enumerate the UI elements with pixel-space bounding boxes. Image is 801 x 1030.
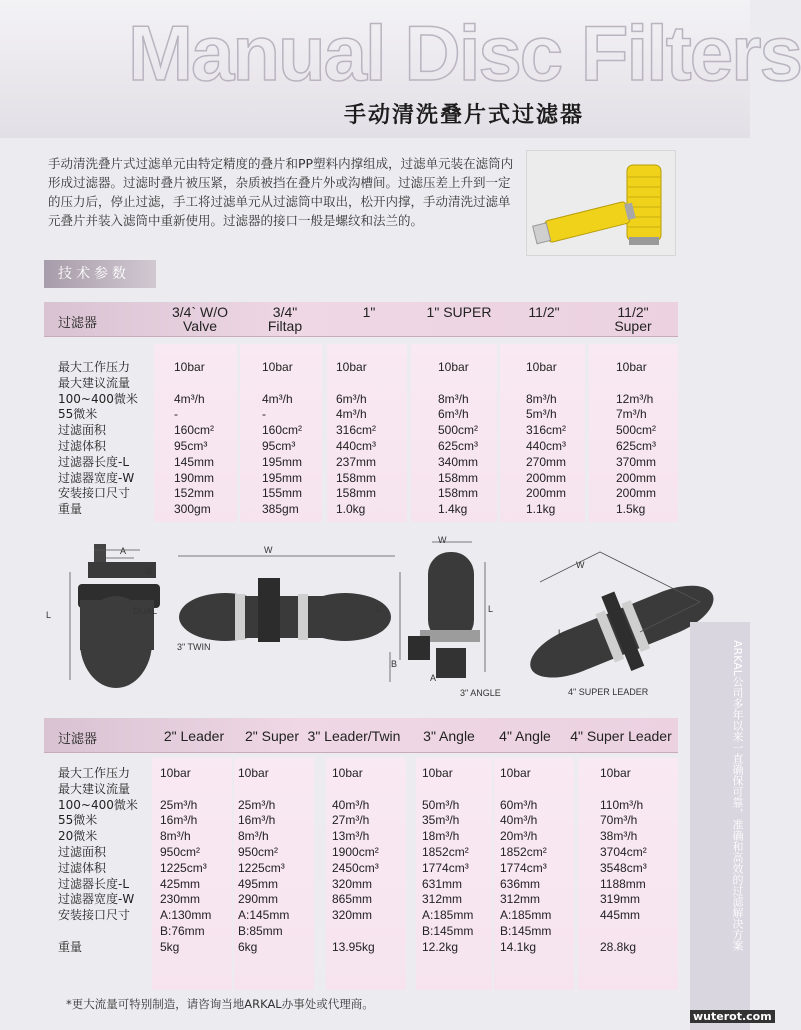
row-label: 过滤体积 — [58, 860, 107, 875]
table-cell: 10bar — [160, 766, 191, 780]
row-label: 最大工作压力 — [58, 766, 131, 780]
table-cell: 20m³/h — [500, 829, 538, 844]
dimension-l: L — [488, 604, 494, 614]
table-cell: 290mm — [238, 892, 279, 907]
table-body — [44, 758, 678, 990]
table-cell: 445mm — [600, 908, 641, 923]
table-cell: 158mm — [336, 470, 377, 485]
table-cell: 38m³/h — [600, 829, 638, 844]
table-cell: 950cm² — [238, 844, 279, 859]
row-label: 过滤面积 — [58, 423, 107, 438]
column-header-sub: Super — [614, 318, 652, 334]
column-header: 3" Angle — [423, 728, 475, 744]
row-header-label: 过滤器 — [58, 316, 98, 331]
table-cell: 10bar — [616, 360, 647, 374]
table-cell: 950cm² — [160, 844, 201, 859]
table-cell: 1188mm — [600, 876, 646, 891]
table-cell: 500cm² — [616, 423, 657, 438]
row-label: 重量 — [58, 939, 83, 954]
table-cell: 152mm — [174, 486, 215, 501]
row-label: 55微米 — [58, 407, 98, 422]
data-column — [422, 766, 473, 956]
column-header: 2" Leader — [163, 728, 225, 744]
table-cell: 636mm — [500, 876, 541, 891]
intro-paragraph: 手动清洗叠片式过滤单元由特定精度的叠片和PP塑料内撑组成，过滤单元装在滤筒内形成过滤器。过滤时叠片被压紧，杂质被挡在叠片外或沟槽间。过滤压差上升到一定的压力后，停止过滤，手工将过滤单元从过滤筒中取出，松开内撑，手动清洗过滤单元叠片并装入滤筒中重新使用。过滤器的接口一般是螺纹和法兰的。 — [48, 156, 514, 228]
table-cell: 8m³/h — [438, 391, 469, 406]
table-cell — [616, 376, 656, 392]
table-cell: 195mm — [262, 470, 303, 485]
table-cell: 1774cm³ — [500, 860, 547, 875]
table-cell: 14.1kg — [500, 939, 537, 954]
table-cell: A:185mm — [422, 908, 474, 923]
table-cell: 340mm — [438, 454, 479, 469]
footnote: *更大流量可特别制造，请咨询当地ARKAL办事处或代理商。 — [66, 997, 374, 1011]
table-cell: 4m³/h — [336, 407, 367, 422]
table-cell: - — [262, 407, 266, 422]
table-cell: 158mm — [438, 470, 479, 485]
table-cell: 865mm — [332, 892, 373, 907]
table-cell: 495mm — [238, 876, 279, 891]
column-header: 4" Super Leader — [570, 728, 672, 744]
table-cell: 200mm — [526, 470, 567, 485]
row-label: 最大建议流量 — [58, 781, 131, 796]
table-body — [44, 344, 678, 522]
dimension-a: A — [120, 546, 127, 556]
table-cell: 6m³/h — [336, 391, 367, 406]
row-label: 最大工作压力 — [58, 360, 131, 374]
table-cell — [600, 924, 647, 940]
table-cell: 110m³/h — [600, 797, 644, 812]
table-cell: 312mm — [422, 892, 463, 907]
table-cell: B:145mm — [500, 923, 552, 938]
table-cell: 200mm — [616, 486, 657, 501]
data-column — [500, 766, 551, 956]
table-cell: 50m³/h — [422, 797, 460, 812]
table-cell: 10bar — [336, 360, 367, 374]
row-label: 过滤面积 — [58, 844, 107, 859]
angle-filter-drawing — [390, 542, 485, 682]
dimension-b: B — [391, 659, 398, 669]
table-cell: 10bar — [332, 766, 363, 780]
row-label: 重量 — [58, 502, 83, 517]
column-header: 3/4" — [272, 304, 298, 320]
table-cell: 60m³/h — [500, 797, 538, 812]
table-cell: 160cm² — [262, 423, 303, 438]
row-label: 过滤器宽度-W — [58, 892, 135, 907]
table-cell: 95cm³ — [262, 438, 296, 453]
table-cell: A:145mm — [238, 908, 290, 923]
row-label: 100~400微米 — [58, 797, 138, 812]
column-header: 11/2" — [617, 304, 649, 320]
table-cell — [238, 782, 289, 798]
spec-table-1 — [44, 302, 678, 522]
data-column — [336, 360, 376, 518]
data-column — [438, 360, 478, 518]
table-cell: 320mm — [332, 876, 373, 891]
table-cell: 13m³/h — [332, 829, 370, 844]
table-cell — [332, 924, 379, 940]
table-cell: 12.2kg — [422, 939, 459, 954]
row-label: 安装接口尺寸 — [58, 908, 131, 923]
row-label: 过滤器长度-L — [58, 876, 130, 891]
row-label: 55微米 — [58, 813, 98, 828]
table-cell: 6m³/h — [438, 407, 469, 422]
watermark: wuterot.com — [690, 1010, 775, 1023]
table-cell: 230mm — [160, 892, 201, 907]
table-cell: 5m³/h — [526, 407, 557, 422]
data-column — [616, 360, 656, 518]
column-header: 2" Super — [244, 728, 299, 744]
column-header: 4" Angle — [499, 728, 551, 744]
table-cell: 319mm — [600, 892, 641, 907]
page-title-english: Manual Disc Filters — [128, 9, 801, 97]
table-cell: 200mm — [616, 470, 657, 485]
label-super-leader: 4" SUPER LEADER — [568, 687, 649, 697]
table-cell: 500cm² — [438, 423, 479, 438]
table-cell: 12m³/h — [616, 391, 654, 406]
table-cell: 8m³/h — [526, 391, 557, 406]
table-cell: 10bar — [238, 766, 269, 780]
row-labels — [58, 766, 138, 956]
table-cell: 35m³/h — [422, 813, 460, 828]
table-cell: 316cm² — [526, 423, 567, 438]
twin-filter-drawing — [178, 556, 400, 660]
table-cell: 16m³/h — [160, 813, 198, 828]
table-cell — [500, 782, 551, 798]
table-cell: 40m³/h — [332, 797, 370, 812]
label-twin: 3" TWIN — [177, 642, 211, 652]
filter-diagrams — [40, 532, 700, 707]
table-cell: 200mm — [526, 486, 567, 501]
table-cell: A:185mm — [500, 908, 552, 923]
table-cell — [600, 782, 647, 798]
table-cell: 10bar — [526, 360, 557, 374]
data-column — [238, 766, 289, 956]
table-cell: 155mm — [262, 486, 303, 501]
row-labels — [58, 360, 138, 518]
table-cell: - — [174, 407, 178, 422]
label-angle: 3" ANGLE — [460, 688, 501, 698]
dimension-b: B — [146, 566, 153, 576]
table-cell: 25m³/h — [160, 797, 198, 812]
table-cell: 10bar — [500, 766, 531, 780]
table-header — [44, 302, 678, 337]
label-dual: DUAL — [133, 606, 158, 616]
table-cell: B:145mm — [422, 923, 474, 938]
table-cell: 1.0kg — [336, 502, 366, 517]
table-cell: 440cm³ — [526, 438, 567, 453]
dimension-w: W — [264, 545, 273, 555]
data-column — [262, 360, 302, 518]
table-cell: 10bar — [174, 360, 205, 374]
table-cell: 8m³/h — [238, 829, 269, 844]
table-cell: 3548cm³ — [600, 860, 647, 875]
dimension-w: W — [576, 560, 585, 570]
table-cell: 158mm — [438, 486, 479, 501]
table-cell: 95cm³ — [174, 438, 208, 453]
table-cell: 1.1kg — [526, 502, 556, 517]
table-cell — [526, 376, 566, 392]
table-cell: 158mm — [336, 486, 377, 501]
table-cell: 2450cm³ — [332, 860, 379, 875]
table-cell — [422, 782, 473, 798]
row-label: 安装接口尺寸 — [58, 486, 131, 501]
table-cell: 7m³/h — [616, 407, 647, 422]
dimension-l: L — [558, 628, 564, 638]
column-header: 1" SUPER — [426, 304, 492, 320]
table-cell: 145mm — [174, 454, 215, 469]
table-cell: 1900cm² — [332, 844, 379, 859]
table-header — [44, 718, 678, 753]
table-cell: 631mm — [422, 876, 463, 891]
table-cell: 370mm — [616, 454, 657, 469]
spec-table-2 — [44, 718, 678, 990]
table-cell: 1.5kg — [616, 502, 646, 517]
column-header-sub: Valve — [183, 318, 217, 334]
table-cell: 4m³/h — [174, 391, 205, 406]
side-slogan: ARKAL公司多年以来一直确保可靠，准确和高效的过滤解决方案 — [731, 640, 744, 951]
table-cell: 6kg — [238, 939, 258, 954]
column-header-sub: Filtap — [267, 318, 303, 334]
row-header-label: 过滤器 — [58, 732, 98, 747]
column-header: 1" — [362, 304, 376, 320]
table-cell: 385gm — [262, 502, 299, 517]
table-cell: 1225cm³ — [238, 860, 285, 875]
row-label: 过滤体积 — [58, 438, 107, 453]
table-cell: 625cm³ — [438, 438, 479, 453]
table-cell: 10bar — [262, 360, 293, 374]
data-column — [600, 766, 647, 956]
table-cell — [336, 376, 376, 392]
row-label: 最大建议流量 — [58, 375, 131, 390]
table-cell — [332, 782, 379, 798]
product-photo — [526, 150, 676, 256]
table-cell: 160cm² — [174, 423, 215, 438]
data-column — [526, 360, 566, 518]
row-label: 过滤器长度-L — [58, 454, 130, 469]
table-cell: 625cm³ — [616, 438, 657, 453]
table-cell: 28.8kg — [600, 939, 637, 954]
table-cell: 1774cm³ — [422, 860, 469, 875]
table-cell: 13.95kg — [332, 939, 375, 954]
table-cell: 1852cm² — [500, 844, 547, 859]
table-cell: 27m³/h — [332, 813, 370, 828]
table-cell: 237mm — [336, 454, 377, 469]
dimension-l: L — [46, 610, 52, 620]
dimension-w: W — [438, 535, 447, 545]
table-cell: B:85mm — [238, 923, 283, 938]
data-column — [160, 766, 211, 956]
table-cell: 300gm — [174, 502, 211, 517]
table-cell: 40m³/h — [500, 813, 538, 828]
data-column — [332, 766, 379, 956]
table-cell: 70m³/h — [600, 813, 638, 828]
table-cell: 270mm — [526, 454, 567, 469]
table-cell: 1.4kg — [438, 502, 468, 517]
table-cell: 1852cm² — [422, 844, 469, 859]
table-cell: 440cm³ — [336, 438, 377, 453]
table-cell — [262, 376, 302, 392]
table-cell: 16m³/h — [238, 813, 276, 828]
dimension-l: L — [376, 604, 382, 614]
table-cell: 25m³/h — [238, 797, 276, 812]
table-cell: 1225cm³ — [160, 860, 207, 875]
column-header: 11/2" — [528, 304, 560, 320]
table-cell: B:76mm — [160, 923, 205, 938]
table-cell: 320mm — [332, 908, 373, 923]
dimension-a: A — [430, 673, 437, 683]
column-header: 3/4` W/O — [171, 304, 228, 320]
table-cell: 5kg — [160, 939, 180, 954]
table-cell: 10bar — [600, 766, 631, 780]
table-cell: 312mm — [500, 892, 541, 907]
section-tab: 技术参数 — [44, 260, 156, 288]
table-cell — [438, 376, 478, 392]
column-header: 3" Leader/Twin — [307, 728, 401, 744]
table-cell — [160, 782, 211, 798]
table-cell: 195mm — [262, 454, 303, 469]
table-cell — [174, 376, 214, 392]
table-cell: 3704cm² — [600, 844, 647, 859]
row-label — [58, 924, 138, 940]
row-label: 过滤器宽度-W — [58, 470, 135, 485]
table-cell: 4m³/h — [262, 391, 293, 406]
table-cell: A:130mm — [160, 908, 212, 923]
row-label: 100~400微米 — [58, 391, 138, 406]
table-cell: 425mm — [160, 876, 201, 891]
table-cell: 190mm — [174, 470, 215, 485]
table-cell: 18m³/h — [422, 829, 460, 844]
data-column — [174, 360, 214, 518]
table-cell: 8m³/h — [160, 829, 191, 844]
row-label: 20微米 — [58, 829, 98, 844]
table-cell: 10bar — [438, 360, 469, 374]
table-cell: 10bar — [422, 766, 453, 780]
table-cell: 316cm² — [336, 423, 377, 438]
page-title-chinese: 手动清洗叠片式过滤器 — [344, 103, 585, 128]
